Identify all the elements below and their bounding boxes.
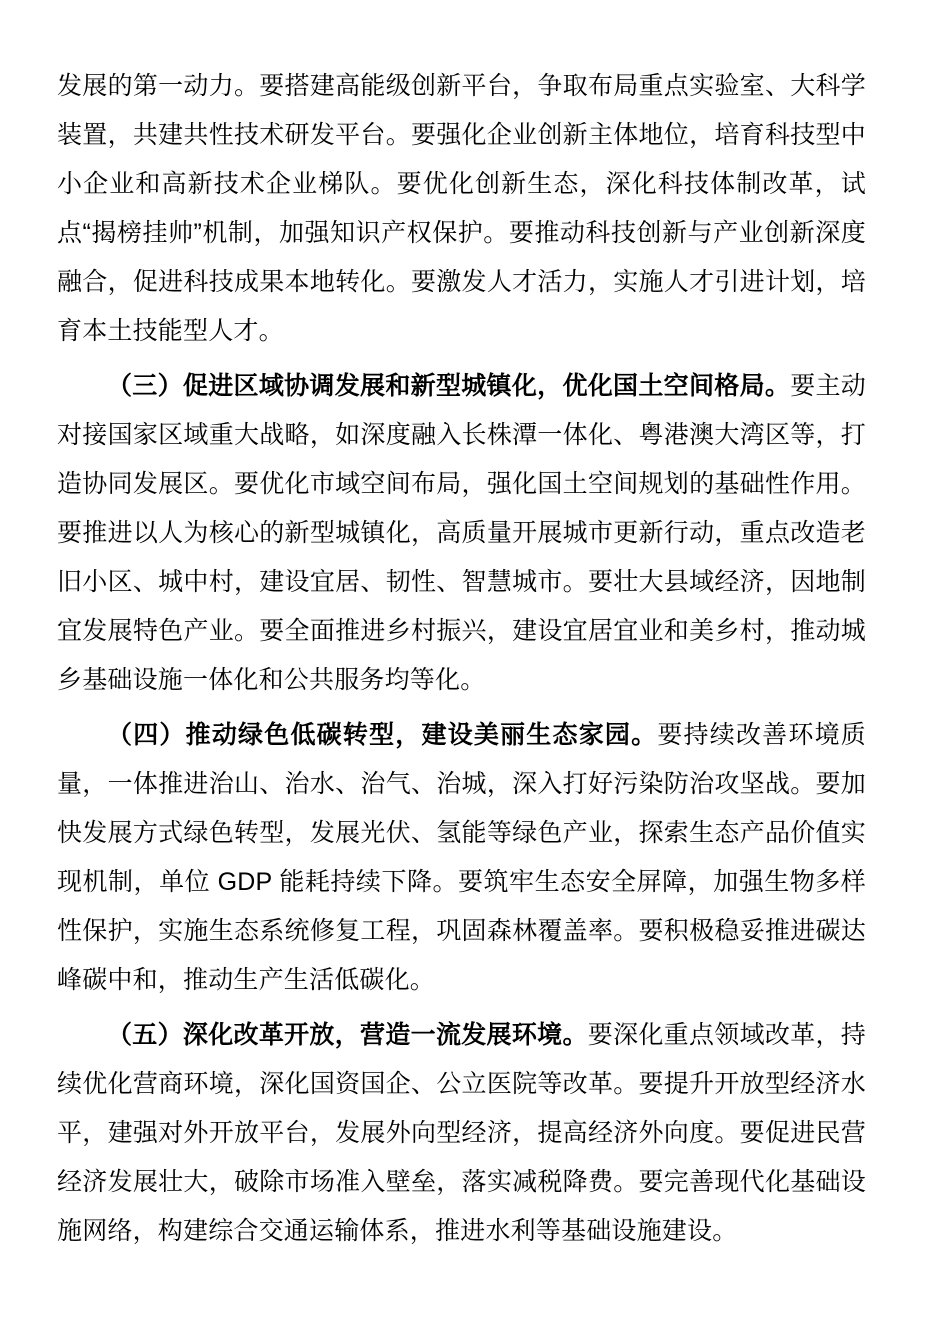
paragraph-text: 要主动对接国家区域重大战略，如深度融入长株潭一体化、粤港澳大湾区等，打造协同发展区。要优化市域空间布局，强化国土空间规划的基础性作用。要推进以人为核心的新型城镇化，高质量开展城市更新行动，重点改造老旧小区、城中村，建设宜居、韧性、智慧城市。要壮大县域经济，因地制宜发展特色产业。要全面推进乡村振兴，建设宜居宜业和美乡村，推动城乡基础设施一体化和公共服务均等化。 xyxy=(57,372,866,694)
paragraph-lead: （四）推动绿色低碳转型，建设美丽生态家园。 xyxy=(107,721,658,749)
paragraph-section-5 xyxy=(57,1011,866,1256)
paragraph-section-3 xyxy=(57,362,866,705)
paragraph-text: 要持续改善环境质量，一体推进治山、治水、治气、治城，深入打好污染防治攻坚战。要加快发展方式绿色转型，发展光伏、氢能等绿色产业，探索生态产品价值实现机制，单位 GDP 能耗持续下降。要筑牢生态安全屏障，加强生物多样性保护，实施生态系统修复工程，巩固森林覆盖率。要积极稳妥推进碳达峰碳中和，推动生产生活低碳化。 xyxy=(57,721,866,994)
paragraph-lead: （三）促进区域协调发展和新型城镇化，优化国土空间格局。 xyxy=(107,372,791,400)
paragraph-text: 要深化重点领域改革，持续优化营商环境，深化国资国企、公立医院等改革。要提升开放型经济水平，建强对外开放平台，发展外向型经济，提高经济外向度。要促进民营经济发展壮大，破除市场准入壁垒，落实减税降费。要完善现代化基础设施网络，构建综合交通运输体系，推进水利等基础设施建设。 xyxy=(57,1021,866,1245)
paragraph-section-4 xyxy=(57,711,866,1005)
paragraph-text: 发展的第一动力。要搭建高能级创新平台，争取布局重点实验室、大科学装置，共建共性技术研发平台。要强化企业创新主体地位，培育科技型中小企业和高新技术企业梯队。要优化创新生态，深化科技体制改革，试点“揭榜挂帅”机制，加强知识产权保护。要推动科技创新与产业创新深度融合，促进科技成果本地转化。要激发人才活力，实施人才引进计划，培育本土技能型人才。 xyxy=(57,72,866,345)
paragraph-continuation xyxy=(57,62,866,356)
paragraph-lead: （五）深化改革开放，营造一流发展环境。 xyxy=(107,1021,588,1049)
